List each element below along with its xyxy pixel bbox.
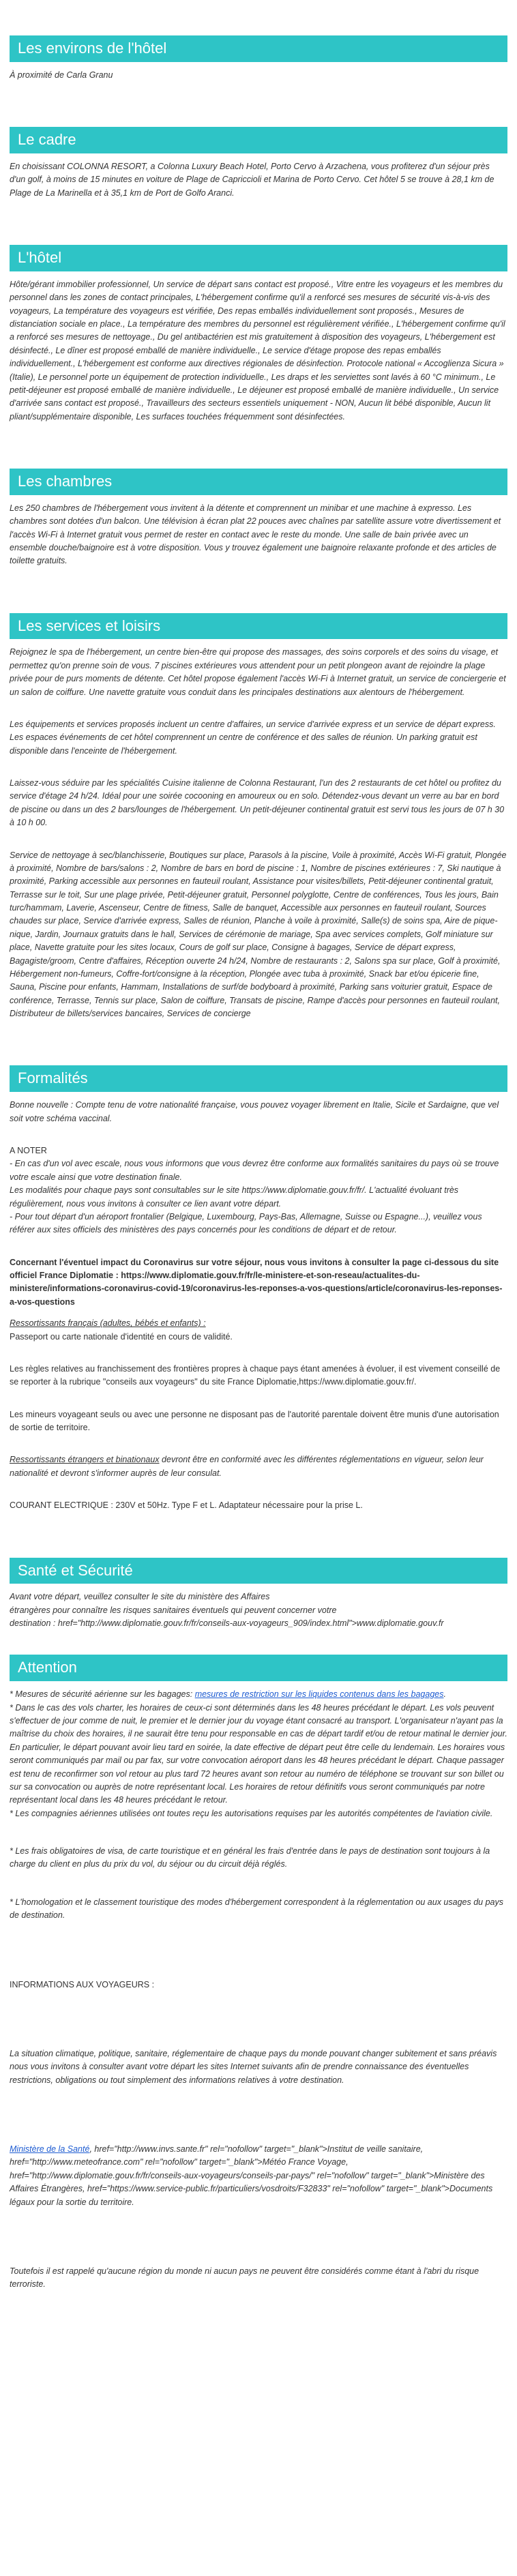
ressortissants-fr-text: Passeport ou carte nationale d'identité en cours de validité. [10, 1331, 233, 1342]
section-title-services: Les services et loisirs [10, 613, 507, 640]
etrangers-text: devront être en conformité avec les différentes réglementations en vigueur, selon leur nationalité et devront s'informer auprès de leur consulat. [10, 1455, 484, 1478]
section-attention [10, 1655, 507, 2291]
section-formalites [10, 1065, 507, 1512]
situation-text: La situation climatique, politique, sanitaire, réglementaire de chaque pays du monde pouvant changer subitement et sans préavis nous vous invitons à consulter avant votre départ les sites Internet suivants afin de prendre connaissance des éventuelles restrictions, obligations ou tout simplement des informations relatives à votre destination. [10, 2048, 497, 2085]
section-title-hotel: L'hôtel [10, 245, 507, 271]
cadre-text: En choisissant COLONNA RESORT, a Colonna Luxury Beach Hotel, Porto Cervo à Arzachena, vous profiterez d'un séjour près d'un golf, à moins de 15 minutes en voiture de Plage de Capriccioli et Marina de Porto Cervo. Cet hôtel 5 se trouve à 28,1 km de Plage de La Marinella et à 35,1 km de Port de Golfo Aranci. [10, 161, 494, 198]
mesures-prefix: * Mesures de sécurité aérienne sur les bagages: [10, 1689, 195, 1700]
ministere-sante-link[interactable]: Ministère de la Santé [10, 2144, 90, 2154]
section-title-sante: Santé et Sécurité [10, 1558, 507, 1584]
mineurs-text: Les mineurs voyageant seuls ou avec une personne ne disposant pas de l'autorité parentale doivent être munis d'une autorisation de sortie de territoire. [10, 1409, 499, 1433]
environs-text: À proximité de Carla Granu [10, 70, 113, 80]
anoter-text: - En cas d'un vol avec escale, nous vous informons que vous devrez être conforme aux formalités sanitaires du pays où se trouve votre escale ainsi que votre destination finale. Les modalités pour chaque pays sont consultables sur le site https://www.diplomatie.gouv.fr/fr/. L'actualité évoluant très régulièrement, nous vous invitons à consulter ce lien avant votre départ. - Pour tout départ d'un aéroport frontalier (Belgique, Luxembourg, Pays-Bas, Allemagne, Suisse ou Espagne...), veuillez vous référer aux sites officiels des ministères des pays concernés pour les conditions de départ et de retour. [10, 1159, 499, 1235]
courant-text: COURANT ELECTRIQUE : 230V et 50Hz. Type F et L. Adaptateur nécessaire pour la prise L. [10, 1500, 363, 1511]
formalites-intro: Bonne nouvelle : Compte tenu de votre nationalité française, vous pouvez voyager librement en Italie, Sicile et Sardaigne, que vel soit votre schéma vaccinal. [10, 1100, 499, 1123]
section-environs [10, 35, 507, 82]
section-title-cadre: Le cadre [10, 127, 507, 153]
chambres-text: Les 250 chambres de l'hébergement vous invitent à la détente et comprennent un minibar et une machine à expresso. Les chambres sont dotées d'un balcon. Une télévision à écran plat 22 pouces avec chaînes par satellite assure votre divertissement et l'accès Wi-Fi à Internet gratuit vous permet de rester en contact avec le reste du monde. Une salle de bain privée avec un ensemble douche/baignoire est à votre disposition. Vous y trouvez également une baignoire relaxante profonde et des articles de toilette gratuits. [10, 503, 501, 566]
homologation-text: * L'homologation et le classement touristique des modes d'hébergement correspondent à la réglementation ou aux usages du pays de destination. [10, 1897, 503, 1921]
hotel-text: Hôte/gérant immobilier professionnel, Un service de départ sans contact est proposé., Vitre entre les voyageurs et les membres du personnel dans les zones de contact principales, L'hébergement confirme qu'il a renforcé ses mesures de sécurité vis-à-vis des voyageurs, La température des voyageurs est vérifiée, Des repas emballés individuellement sont proposés., Mesures de distanciation sociale en place., La température des membres du personnel est régulièrement vérifiée., L'hébergement confirme qu'il a renforcé ses mesures de nettoyage., Du gel antibactérien est mis gratuitement à disposition des voyageurs, L'hébergement est désinfecté., Le dîner est proposé emballé de manière individuelle., Le service d'étage propose des repas emballés individuellement., L'hébergement est conforme aux directives régionales de désinfection. Protocole national « Accoglienza Sicura » (Italie), Le personnel porte un équipement de protection individuelle., Les draps et les serviettes sont lavés à 60 °C minimum., Le petit-déjeuner est proposé emballé de manière individuelle., Le déjeuner est proposé emballé de manière individuelle., Un service d'arrivée sans contact est proposé., Travailleurs des secteurs essentiels uniquement - NON, Aucun lit bébé disponible, Aucun lit pliant/supplémentaire disponible, Les surfaces touchées fréquemment sont désinfectées. [10, 279, 505, 421]
services-paragraph: Laissez-vous séduire par les spécialités Cuisine italienne de Colonna Restaurant, l'un des 2 restaurants de cet hôtel ou profitez du service d'étage 24 h/24. Idéal pour une soirée cocooning en amoureux ou en solo. Détendez-vous devant un verre au bar en bord de piscine ou dans un des 2 bars/lounges de l'hébergement. Un petit-déjeuner continental gratuit est servi tous les jours de 07 h 30 à 10 h 00. [10, 778, 505, 828]
ministere-rest: , href="http://www.invs.sante.fr" rel="nofollow" target="_blank">Institut de veille sanitaire, href="http://www.meteofrance.com" rel="nofollow" target="_blank">Météo France Voyage, href="http://www.diplomatie.gouv.fr/fr/conseils-aux-voyageurs/conseils-par-pays/" rel="nofollow" target="_blank">Ministère des Affaires Étrangères, href="https://www.service-public.fr/particuliers/vosdroits/F32833" rel="nofollow" target="_blank">Documents légaux pour la sortie du territoire. [10, 2144, 493, 2207]
section-cadre [10, 127, 507, 200]
services-paragraph: Service de nettoyage à sec/blanchisserie, Boutiques sur place, Parasols à la piscine, Voile à proximité, Accès Wi-Fi gratuit, Plongée à proximité, Nombre de bars/salons : 2, Nombre de bars en bord de piscine : 1, Nombre de piscines extérieures : 7, Ski nautique à proximité, Parking accessible aux personnes en fauteuil roulant, Assistance pour visites/billets, Petit-déjeuner continental gratuit, Terrasse sur le toit, Sur une plage privée, Petit-déjeuner gratuit, Personnel polyglotte, Centre de conférences, Tous les jours, Bain turc/hammam, Laverie, Ascenseur, Centre de fitness, Salle de banquet, Accessible aux personnes en fauteuil roulant, Sources chaudes sur place, Service d'arrivée express, Salles de réunion, Planche à voile à proximité, Salle(s) de soins spa, Aire de pique-nique, Jardin, Journaux gratuits dans le hall, Services de cérémonie de mariage, Spa avec services complets, Golf miniature sur place, Navette gratuite pour les sites locaux, Cours de golf sur place, Consigne à bagages, Service de départ express, Bagagiste/groom, Centre d'affaires, Réception ouverte 24 h/24, Nombre de restaurants : 2, Salons spa sur place, Golf à proximité, Hébergement non-fumeurs, Coffre-fort/consigne à la réception, Plongée avec tuba à proximité, Snack bar et/ou épicerie fine, Sauna, Piscine pour enfants, Hammam, Installations de surf/de bodyboard à proximité, Parking sans voiturier gratuit, Espace de conférence, Terrasse, Tennis sur place, Salon de coiffure, Transats de piscine, Rampe d'accès pour personnes en fauteuil roulant, Distributeur de billets/services bancaires, Services de concierge [10, 850, 507, 1019]
regles-text: Les règles relatives au franchissement des frontières propres à chaque pays étant amenées à évoluer, il est vivement conseillé de se reporter à la rubrique "conseils aux voyageurs" du site France Diplomatie,https://www.diplomatie.gouv.fr/. [10, 1363, 501, 1387]
covid-notice: Concernant l'éventuel impact du Coronavirus sur votre séjour, nous vous invitons à consulter la page ci-dessous du site officiel France Diplomatie : https://www.diplomatie.gouv.fr/fr/le-ministere-et-son-reseau/actualites-du-ministere/informations-coronavirus-covid-19/coronavirus-les-reponses-a-vos-questions/article/coronavirus-les-reponses-a-vos-questions [10, 1257, 503, 1307]
infos-voyageurs-label: INFORMATIONS AUX VOYAGEURS : [10, 1979, 155, 1989]
services-paragraph: Rejoignez le spa de l'hébergement, un centre bien-être qui propose des massages, des soins corporels et des soins du visage, et permettez qu'on prenne soin de vous. 7 piscines extérieures vous attendent pour un petit plongeon avant de rejoindre la plage privée pour de purs moments de détente. Cet hôtel propose également l'accès Wi-Fi à Internet gratuit, un service de conciergerie et un salon de coiffure. Une navette gratuite vous conduit dans les principales destinations aux alentours de l'hébergement. [10, 647, 506, 697]
section-services [10, 613, 507, 1021]
section-chambres [10, 469, 507, 568]
sante-text: Avant votre départ, veuillez consulter le site du ministère des Affaires étrangères pour connaître les risques sanitaires éventuels qui peuvent concerner votre destination : href="http://www.diplomatie.gouv.fr/fr/conseils-aux-voyageurs_909/index.html">www.diplomatie.gouv.fr [10, 1592, 444, 1629]
frais-text: * Les frais obligatoires de visa, de carte touristique et en général les frais d'entrée dans le pays de destination sont toujours à la charge du client en plus du prix du vol, du séjour ou du circuit déjà réglés. [10, 1846, 490, 1869]
services-paragraph: Les équipements et services proposés incluent un centre d'affaires, un service d'arrivée express et un service de départ express. Les espaces événements de cet hôtel comprennent un centre de conférence et des salles de réunion. Un parking gratuit est disponible dans l'enceinte de l'hébergement. [10, 719, 496, 756]
section-title-formalites: Formalités [10, 1065, 507, 1092]
mesures-rest: . * Dans le cas des vols charter, les horaires de ceux-ci sont déterminés dans les 48 heures précédant le départ. Les vols peuvent s'effectuer de jour comme de nuit, le premier et le dernier jour du voyage étant consacré au transport. L'organisateur n'ayant pas la maîtrise du choix des horaires, il ne saurait être tenu pour responsable en cas de départ tardif et/ou de retour matinal le dernier jour. En particulier, le départ pouvant avoir lieu tard en soirée, la date effective de départ peut être celle du lendemain. Les horaires vous seront communiqués par mail ou par fax, sur votre convocation aéroport dans les 48 heures précédant le départ. Chaque passager est tenu de reconfirmer son vol retour au plus tard 72 heures avant son retour au numéro de téléphone se trouvant sur son billet ou sur sa convocation ou auprès de notre représentant local. Les horaires de retour définitifs vous seront communiqués par notre représentant local dans les 48 heures précédant le retour. * Les compagnies aériennes utilisées ont toutes reçu les autorisations requises par les autorités compétentes de l'aviation civile. [10, 1689, 507, 1818]
section-sante [10, 1558, 507, 1631]
section-title-environs: Les environs de l'hôtel [10, 35, 507, 62]
etrangers-label: Ressortissants étrangers et binationaux [10, 1455, 160, 1465]
mesures-link[interactable]: mesures de restriction sur les liquides contenus dans les bagages [194, 1689, 444, 1700]
anoter-label: A NOTER [10, 1146, 47, 1156]
section-title-attention: Attention [10, 1655, 507, 1681]
section-title-chambres: Les chambres [10, 469, 507, 495]
section-hotel [10, 245, 507, 424]
ressortissants-fr-label: Ressortissants français (adultes, bébés et enfants) : [10, 1318, 206, 1329]
toutefois-text: Toutefois il est rappelé qu'aucune région du monde ni aucun pays ne peuvent être considérés comme étant à l'abri du risque terroriste. [10, 2266, 479, 2290]
